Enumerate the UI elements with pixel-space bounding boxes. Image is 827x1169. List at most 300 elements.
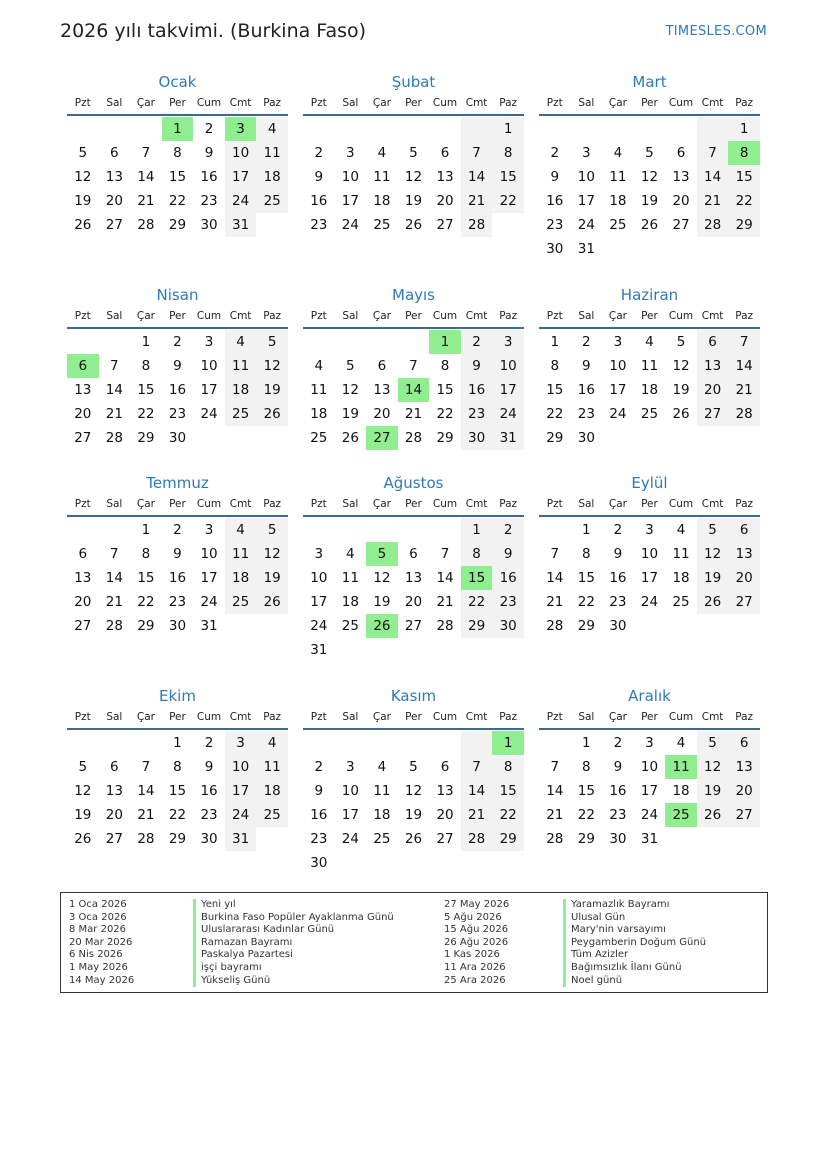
day-cell: 28	[461, 213, 493, 237]
day-cell: 13	[672, 169, 690, 185]
weekday-label: Cmt	[701, 97, 724, 109]
weekday-label: Pzt	[74, 97, 91, 109]
day-cell: 20	[373, 406, 391, 422]
day-cell: 24	[200, 406, 218, 422]
month-name: Kasım	[390, 687, 437, 705]
day-cell: 10	[609, 358, 627, 374]
day-cell: 16	[492, 566, 524, 590]
day-cell: 5	[346, 358, 355, 374]
day-cell: 10	[492, 354, 524, 378]
empty-cell	[461, 851, 493, 875]
weekday-label: Cum	[196, 498, 222, 510]
day-cell: 3	[613, 334, 623, 350]
day-cell: 22	[728, 189, 760, 213]
day-cell: 28	[697, 213, 729, 237]
day-cell: 29	[137, 618, 155, 634]
day-cell: 15	[168, 169, 187, 185]
day-cell: 24	[492, 402, 524, 426]
day-cell: 17	[492, 378, 524, 402]
day-cell: 2	[613, 522, 623, 538]
week-row	[303, 518, 524, 542]
weekday-label: Cum	[668, 498, 694, 510]
day-cell: 6	[110, 145, 119, 161]
month-name: Ağustos	[383, 474, 444, 492]
week-row	[67, 803, 288, 827]
weekday-label: Çar	[372, 310, 391, 322]
legend-date: 3 Oca 2026	[69, 911, 127, 923]
day-cell: 3	[582, 145, 591, 161]
empty-cell	[398, 851, 430, 875]
day-cell: 9	[173, 546, 182, 562]
weekday-label: Cmt	[465, 310, 488, 322]
day-cell: 27	[404, 618, 423, 634]
day-cell: 29	[168, 217, 187, 233]
day-cell: 2	[461, 330, 493, 354]
day-cell: 26	[697, 590, 729, 614]
day-cell: 7	[550, 759, 560, 775]
weekday-label: Çar	[608, 97, 627, 109]
empty-cell	[429, 117, 461, 141]
day-cell: 14	[461, 779, 493, 803]
weekday-label: Çar	[372, 711, 391, 723]
day-cell: 17	[577, 193, 595, 209]
legend-holiday-name: Burkina Faso Popüler Ayaklanma Günü	[193, 912, 394, 925]
empty-cell	[665, 827, 697, 851]
day-cell: 30	[200, 217, 218, 233]
week-row	[539, 779, 760, 803]
day-cell: 2	[492, 518, 524, 542]
day-cell: 26	[366, 614, 398, 638]
legend-date: 8 Mar 2026	[69, 924, 127, 936]
day-cell: 16	[609, 783, 627, 799]
day-cell: 14	[105, 382, 123, 398]
day-cell: 18	[672, 783, 690, 799]
weekday-label: Sal	[342, 711, 359, 723]
day-cell: 9	[314, 783, 324, 799]
legend-date: 27 May 2026	[444, 899, 510, 910]
day-cell: 24	[640, 594, 659, 610]
day-cell: 10	[225, 755, 257, 779]
empty-cell	[398, 518, 430, 542]
week-row	[67, 755, 288, 779]
legend-holiday-name: Tüm Azizler	[563, 949, 706, 962]
weekday-label: Sal	[106, 498, 123, 510]
weekday-label: Cmt	[465, 711, 488, 723]
empty-cell	[67, 117, 99, 141]
day-cell: 28	[404, 430, 423, 446]
day-cell: 24	[609, 406, 627, 422]
empty-cell	[697, 426, 729, 450]
weekday-label: Pzt	[310, 711, 327, 723]
day-cell: 10	[341, 169, 359, 185]
day-cell: 19	[341, 406, 359, 422]
day-cell: 7	[728, 330, 760, 354]
day-cell: 4	[225, 518, 257, 542]
day-cell: 24	[341, 831, 359, 847]
weekday-label: Cmt	[465, 97, 488, 109]
day-cell: 27	[436, 831, 454, 847]
day-cell: 16	[168, 382, 187, 398]
day-cell: 30	[577, 430, 595, 446]
day-cell: 25	[310, 430, 328, 446]
day-cell: 29	[436, 430, 454, 446]
day-cell: 19	[697, 566, 729, 590]
day-cell: 19	[74, 193, 92, 209]
page-title: 2026 yılı takvimi. (Burkina Faso)	[60, 20, 367, 42]
weekday-label: Paz	[735, 498, 754, 510]
week-row	[67, 426, 288, 450]
day-cell: 12	[404, 783, 423, 799]
legend-holiday-name: Noel günü	[563, 975, 706, 988]
day-cell: 23	[200, 193, 218, 209]
empty-cell	[366, 851, 398, 875]
day-cell: 14	[137, 783, 155, 799]
empty-cell	[366, 330, 398, 354]
empty-cell	[303, 731, 335, 755]
day-cell: 13	[74, 570, 92, 586]
week-row	[539, 117, 760, 141]
day-cell: 22	[492, 803, 524, 827]
day-cell: 7	[550, 546, 560, 562]
day-cell: 25	[640, 406, 659, 422]
week-row	[303, 590, 524, 614]
day-cell: 15	[168, 783, 187, 799]
empty-cell	[602, 426, 634, 450]
empty-cell	[398, 731, 430, 755]
legend-date: 14 May 2026	[69, 974, 135, 986]
week-row	[539, 518, 760, 542]
day-cell: 14	[436, 570, 454, 586]
day-cell: 12	[341, 382, 359, 398]
day-cell: 7	[440, 546, 450, 562]
weekday-label: Cmt	[229, 310, 252, 322]
day-cell: 4	[314, 358, 324, 374]
weekday-label: Cum	[432, 97, 458, 109]
day-cell: 13	[436, 169, 454, 185]
day-cell: 9	[461, 354, 493, 378]
empty-cell	[366, 117, 398, 141]
day-cell: 14	[105, 570, 123, 586]
day-cell: 29	[728, 213, 760, 237]
empty-cell	[67, 518, 99, 542]
day-cell: 11	[225, 354, 257, 378]
day-cell: 21	[436, 594, 454, 610]
week-row	[67, 213, 288, 237]
empty-cell	[697, 237, 729, 261]
weekday-label: Paz	[735, 711, 754, 723]
month-12	[539, 686, 760, 851]
day-cell: 19	[404, 807, 423, 823]
day-cell: 13	[404, 570, 423, 586]
day-cell: 11	[341, 570, 359, 586]
day-cell: 4	[613, 145, 623, 161]
day-cell: 18	[672, 570, 690, 586]
weekday-label: Per	[641, 498, 658, 510]
day-cell: 15	[728, 165, 760, 189]
day-cell: 12	[256, 354, 288, 378]
day-cell: 14	[546, 783, 564, 799]
day-cell: 19	[256, 378, 288, 402]
day-cell: 29	[546, 430, 564, 446]
empty-cell	[366, 731, 398, 755]
empty-cell	[335, 638, 367, 662]
week-row	[303, 165, 524, 189]
day-cell: 23	[168, 594, 187, 610]
weekday-label: Per	[169, 498, 186, 510]
week-row	[67, 518, 288, 542]
day-cell: 1	[582, 522, 591, 538]
day-cell: 21	[105, 594, 123, 610]
day-cell: 26	[640, 217, 659, 233]
week-row	[67, 117, 288, 141]
legend-holiday-name: Paskalya Pazartesi	[193, 949, 394, 962]
day-cell: 21	[546, 807, 564, 823]
weekday-label: Cum	[196, 310, 222, 322]
day-cell: 21	[728, 378, 760, 402]
legend-holiday-name: Bağımsızlık İlanı Günü	[563, 962, 706, 975]
day-cell: 30	[200, 831, 218, 847]
empty-cell	[67, 731, 99, 755]
weekday-label: Per	[405, 711, 422, 723]
day-cell: 17	[200, 570, 218, 586]
day-cell: 28	[105, 430, 123, 446]
day-cell: 24	[341, 217, 359, 233]
empty-cell	[492, 638, 524, 662]
day-cell: 13	[697, 354, 729, 378]
weekday-label: Pzt	[310, 310, 327, 322]
empty-cell	[335, 117, 367, 141]
week-row	[303, 779, 524, 803]
day-cell: 2	[204, 735, 214, 751]
day-cell: 2	[582, 334, 591, 350]
day-cell: 14	[137, 169, 155, 185]
brand-logo[interactable]: TIMESLES.COM	[665, 24, 767, 39]
day-cell: 21	[461, 189, 493, 213]
day-cell: 13	[74, 382, 92, 398]
week-row	[303, 827, 524, 851]
month-name: Nisan	[156, 286, 199, 304]
month-name: Ocak	[158, 73, 197, 91]
weekday-label: Cum	[432, 711, 458, 723]
empty-cell	[429, 851, 461, 875]
month-10	[67, 686, 288, 851]
day-cell: 25	[665, 803, 697, 827]
day-cell: 24	[225, 189, 257, 213]
day-cell: 20	[105, 807, 123, 823]
day-cell: 13	[373, 382, 391, 398]
weekday-label: Paz	[735, 310, 754, 322]
empty-cell	[398, 330, 430, 354]
empty-cell	[335, 851, 367, 875]
weekday-label: Per	[405, 498, 422, 510]
weekday-label: Pzt	[546, 498, 563, 510]
week-row	[539, 189, 760, 213]
empty-cell	[665, 237, 697, 261]
day-cell: 12	[404, 169, 423, 185]
day-cell: 8	[461, 542, 493, 566]
day-cell: 17	[341, 193, 359, 209]
day-cell: 8	[173, 759, 182, 775]
day-cell: 9	[204, 145, 214, 161]
day-cell: 25	[256, 803, 288, 827]
legend-date: 1 May 2026	[69, 961, 128, 973]
week-row	[539, 237, 760, 261]
day-cell: 2	[173, 522, 182, 538]
day-cell: 27	[697, 402, 729, 426]
weekday-label: Cmt	[465, 498, 488, 510]
day-cell: 18	[256, 165, 288, 189]
day-cell: 15	[492, 779, 524, 803]
day-cell: 20	[404, 594, 423, 610]
day-cell: 22	[546, 406, 564, 422]
day-cell: 11	[609, 169, 627, 185]
weekday-label: Sal	[342, 498, 359, 510]
day-cell: 22	[461, 590, 493, 614]
month-name: Mart	[632, 73, 667, 91]
day-cell: 7	[461, 755, 493, 779]
month-8	[303, 473, 524, 662]
day-cell: 2	[204, 121, 214, 137]
weekday-label: Per	[169, 711, 186, 723]
day-cell: 8	[492, 141, 524, 165]
day-cell: 6	[440, 145, 450, 161]
empty-cell	[461, 638, 493, 662]
week-row	[539, 590, 760, 614]
day-cell: 21	[137, 193, 155, 209]
weekday-label: Paz	[499, 711, 518, 723]
day-cell: 26	[74, 217, 92, 233]
day-cell: 9	[204, 759, 214, 775]
day-cell: 10	[640, 546, 659, 562]
day-cell: 11	[225, 542, 257, 566]
day-cell: 28	[137, 217, 155, 233]
empty-cell	[634, 614, 666, 638]
weekday-label: Cmt	[229, 498, 252, 510]
day-cell: 23	[492, 590, 524, 614]
weekday-label: Per	[641, 711, 658, 723]
weekday-label: Per	[405, 97, 422, 109]
day-cell: 20	[436, 807, 454, 823]
day-cell: 16	[310, 807, 328, 823]
day-cell: 21	[404, 406, 423, 422]
day-cell: 17	[341, 807, 359, 823]
weekday-label: Cum	[668, 310, 694, 322]
day-cell: 21	[105, 406, 123, 422]
day-cell: 5	[366, 542, 398, 566]
day-cell: 6	[110, 759, 119, 775]
week-row	[303, 354, 524, 378]
day-cell: 26	[256, 590, 288, 614]
week-row	[67, 779, 288, 803]
month-name: Aralık	[628, 687, 671, 705]
week-row	[539, 731, 760, 755]
weekday-header	[539, 305, 760, 329]
day-cell: 5	[697, 731, 729, 755]
day-cell: 13	[728, 755, 760, 779]
day-cell: 17	[200, 382, 218, 398]
weekday-header	[539, 92, 760, 116]
weekday-label: Pzt	[310, 97, 327, 109]
day-cell: 25	[256, 189, 288, 213]
weekday-label: Sal	[578, 310, 595, 322]
day-cell: 26	[672, 406, 690, 422]
empty-cell	[335, 330, 367, 354]
day-cell: 1	[582, 735, 591, 751]
day-cell: 8	[582, 546, 591, 562]
day-cell: 18	[341, 594, 359, 610]
day-cell: 19	[256, 566, 288, 590]
weekday-label: Cmt	[701, 310, 724, 322]
day-cell: 12	[672, 358, 690, 374]
month-name: Ekim	[159, 687, 196, 705]
day-cell: 30	[168, 618, 187, 634]
day-cell: 8	[141, 358, 151, 374]
week-row	[67, 165, 288, 189]
day-cell: 15	[492, 165, 524, 189]
legend-left-names	[193, 899, 394, 987]
day-cell: 27	[105, 831, 123, 847]
day-cell: 29	[168, 831, 187, 847]
day-cell: 22	[137, 594, 155, 610]
week-row	[303, 189, 524, 213]
day-cell: 13	[105, 783, 123, 799]
day-cell: 18	[609, 193, 627, 209]
day-cell: 11	[373, 783, 391, 799]
day-cell: 20	[672, 193, 690, 209]
empty-cell	[398, 638, 430, 662]
weekday-label: Per	[641, 310, 658, 322]
day-cell: 20	[697, 378, 729, 402]
day-cell: 30	[492, 614, 524, 638]
week-row	[539, 566, 760, 590]
weekday-label: Sal	[578, 711, 595, 723]
day-cell: 3	[204, 522, 214, 538]
day-cell: 20	[436, 193, 454, 209]
month-4	[67, 285, 288, 450]
empty-cell	[728, 237, 760, 261]
day-cell: 11	[256, 755, 288, 779]
day-cell: 4	[225, 330, 257, 354]
day-cell: 26	[404, 217, 423, 233]
legend-holiday-name: Mary'nin varsayımı	[563, 924, 706, 937]
empty-cell	[366, 638, 398, 662]
week-row	[67, 566, 288, 590]
day-cell: 8	[492, 755, 524, 779]
day-cell: 28	[728, 402, 760, 426]
empty-cell	[256, 827, 288, 851]
week-row	[303, 542, 524, 566]
day-cell: 8	[141, 546, 151, 562]
day-cell: 25	[341, 618, 359, 634]
legend-date: 25 Ara 2026	[444, 974, 506, 986]
legend-date: 6 Nis 2026	[69, 949, 123, 961]
weekday-label: Per	[169, 97, 186, 109]
empty-cell	[634, 237, 666, 261]
month-9	[539, 473, 760, 638]
day-cell: 9	[613, 759, 623, 775]
day-cell: 9	[582, 358, 591, 374]
weekday-label: Pzt	[546, 97, 563, 109]
day-cell: 22	[577, 807, 595, 823]
week-row	[539, 755, 760, 779]
day-cell: 6	[697, 330, 729, 354]
week-row	[303, 141, 524, 165]
day-cell: 23	[609, 807, 627, 823]
weekday-label: Çar	[136, 310, 155, 322]
empty-cell	[728, 614, 760, 638]
day-cell: 4	[676, 735, 686, 751]
empty-cell	[634, 117, 666, 141]
